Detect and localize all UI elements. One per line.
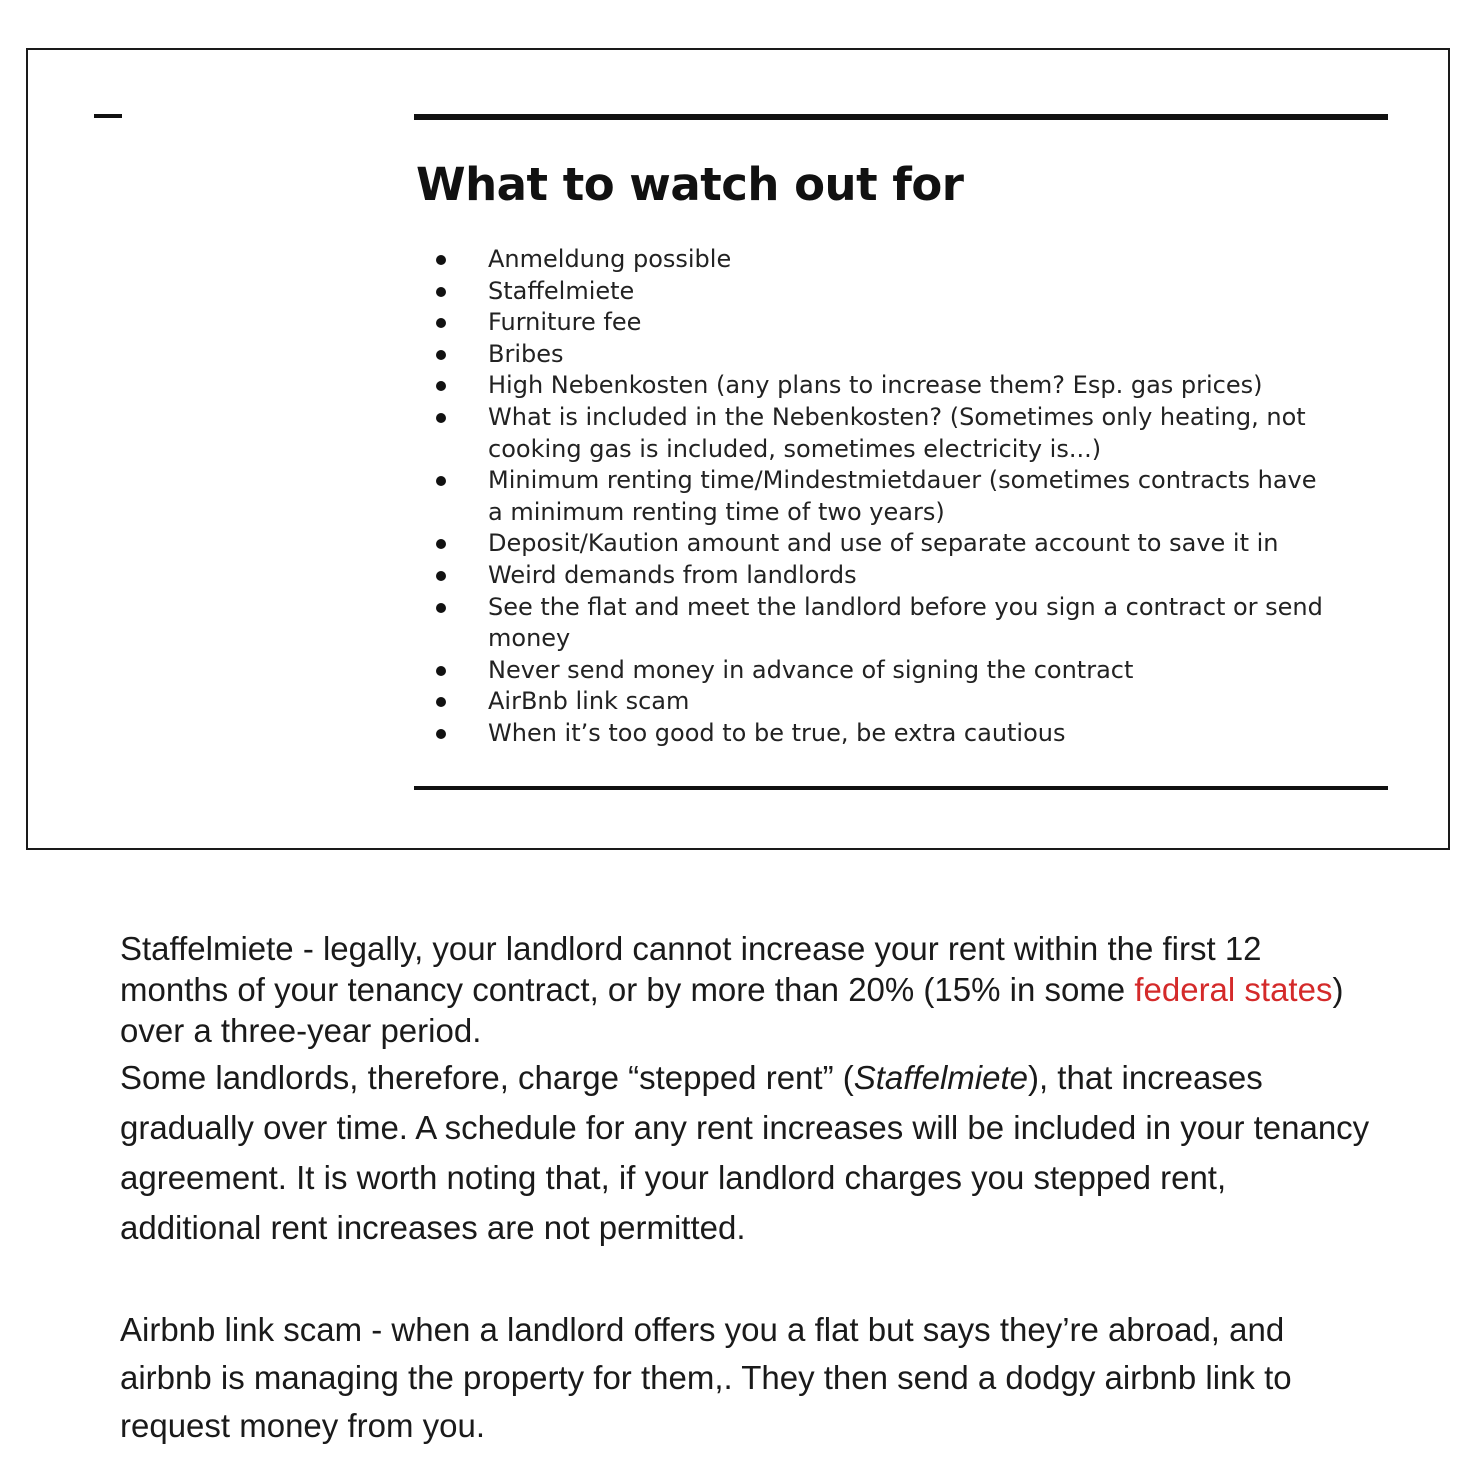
list-item: Deposit/Kaution amount and use of separate account to save it in [436, 528, 1336, 560]
stepped-rent-text-end: ), that increases gradually over time. A schedule for any rent increases will be included in your tenancy agreement. It is worth noting that, if your landlord charges you stepped rent, additional rent increases are not permitted. [120, 1059, 1370, 1246]
list-item: Weird demands from landlords [436, 560, 1336, 592]
slide-top-rule [414, 114, 1388, 120]
list-item: High Nebenkosten (any plans to increase them? Esp. gas prices) [436, 370, 1336, 402]
staffelmiete-term: Staffelmiete [853, 1059, 1028, 1096]
stepped-rent-text: Some landlords, therefore, charge “stepped rent” ( [120, 1059, 854, 1096]
list-item: Never send money in advance of signing the contract [436, 655, 1336, 687]
list-item: When it’s too good to be true, be extra cautious [436, 718, 1336, 750]
slide-bottom-rule [414, 786, 1388, 790]
slide-dash-mark [94, 114, 122, 118]
staffelmiete-paragraph [120, 928, 1370, 1051]
airbnb-scam-paragraph: Airbnb link scam - when a landlord offers you a flat but says they’re abroad, and airbnb is managing the property for them,. They then send a dodgy airbnb link to request money from you. [120, 1311, 1292, 1444]
list-item: AirBnb link scam [436, 686, 1336, 718]
federal-states-link[interactable]: federal states [1134, 971, 1333, 1008]
slide-title: What to watch out for [416, 158, 964, 211]
list-item: Minimum renting time/Mindestmietdauer (sometimes contracts have a minimum renting time of two years) [436, 465, 1336, 528]
watch-out-list [436, 244, 1336, 750]
list-item: See the flat and meet the landlord before you sign a contract or send money [436, 592, 1336, 655]
staffelmiete-text: Staffelmiete - legally, your landlord cannot increase your rent within the first 12 months of your tenancy contract, or by more than 20% (15% in some [120, 930, 1262, 1008]
list-item: Bribes [436, 339, 1336, 371]
list-item: What is included in the Nebenkosten? (Sometimes only heating, not cooking gas is included, sometimes electricity is...) [436, 402, 1336, 465]
list-item: Staffelmiete [436, 276, 1336, 308]
slide-image [26, 48, 1450, 850]
list-item: Anmeldung possible [436, 244, 1336, 276]
stepped-rent-paragraph [120, 1053, 1370, 1253]
list-item: Furniture fee [436, 307, 1336, 339]
staffelmiete-text-end: ) over a three-year period. [120, 971, 1344, 1049]
